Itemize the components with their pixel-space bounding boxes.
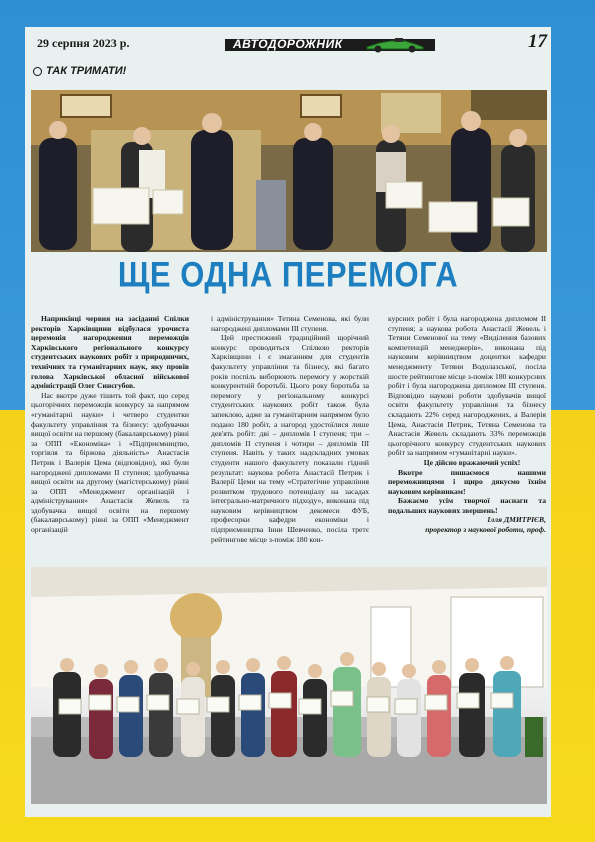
race-car-icon (365, 35, 425, 53)
article-column-3 (388, 314, 546, 535)
masthead-title: АВТОДОРОЖНИК (233, 37, 343, 51)
award-ceremony-photo (31, 90, 547, 252)
article-column-2 (211, 314, 369, 544)
group-winners-photo (31, 567, 547, 804)
page-number: 17 (528, 31, 547, 52)
award-ceremony-illustration (31, 90, 547, 252)
article-paragraph: і адміністрування» Тетяна Семенова, які були нагороджені дипломами ІІІ ступеня. (211, 314, 369, 333)
circle-bullet-icon (33, 67, 42, 76)
article-paragraph: Нас вкотре дуже тішить той факт, що серед цьогорічних переможців конкурсу за напрямом «гуманітарні науки» і четверо студентки факультету управління та бізнесу: здобувачки вищої освіти на першому (бакалаврському) рівні за ОПП «Економіка» і «Підприємництво, торгівля та біржова діяльність» Анастасія Петрик і Валерія Цема (відповідно), які були нагороджені дипломами ІІ ступеня; здобувачка вищої освіти на другому (магістерському) рівні за ОПП «Менеджмент організацій і адміністрування» Анастасія Жевель та здобувачка вищої освіти на першому (бакалаврському) рівні за ОПП «Менеджмент організацій (31, 390, 189, 535)
article-paragraph: Цей престижний традиційний щорічний конкурс проводиться Спілкою ректорів Харківщини і є змаганням для студентів факультету управління та бізнесу, які багато років поспіль виборюють перемогу у жорсткій конкурентній боротьбі. Цього року боротьба за перемогу у регіональному конкурсі студентських наукових робіт також була запеклою, адже за гуманітарним напрямом було подано 180 робіт, а нагород удостоїлися лише дев'ять робіт: дві – дипломів І ступеня; три – дипломів ІІ ступеня і чотири – дипломів ІІІ ступеня. Навіть у таких надскладних умовах студенти нашого факультету показали гідний результат: наукова робота Анастасії Петрик і Валерії Цеми на тему «Стратегічне управління розвитком трудового потенціалу на засадах інтегрально-матричного підходу», виконана під науковим керівництвом декомеси ФУБ, професорки кафедри економіки і підприємництва Інни Шевченко, посіла третє рейтингове місце з-поміж 180 кон- (211, 333, 369, 544)
article-lead-paragraph: Наприкінці червня на засіданні Спілки ректорів Харківщини відбулася урочиста церемонія нагородження переможців Харківського регіонального конкурсу студентських наукових робіт з природничих, технічних та гуманітарних наук, яку провів голова Харківської обласної військової адміністрації Олег Синєгубов. (31, 314, 189, 391)
page-header (25, 27, 551, 61)
article-exclamation: Це дійсно вражаючий успіх! (423, 457, 521, 467)
article-wishes: Бажаємо усім творчої наснаги та подальших наукових звершень! (388, 496, 546, 515)
masthead-bar (225, 39, 435, 51)
newspaper-page (25, 27, 551, 817)
article-paragraph: курсних робіт і була нагороджена дипломом ІІ ступеня; а наукова робота Анастасії Жевель і Тетяни Семенової на тему «Виділення базових компетенцій менеджерів», виконана під науковим керівництвом доцентки кафедри менеджменту Тетяни Водолазської, посіла шосте рейтингове місце з-поміж 180 конкурсних робіт і була нагороджена дипломом ІІІ ступеня. Відповідно наукові роботи здобувачів вищої освіти факультету управління та бізнесу складають 22% серед нагороджених, а Валерія Цема, Анастасія Петрик, Тетяна Семенова та Анастасія Жевель складають 33% переможців цьогорічного конкурсу студентських наукових робіт за напрямом «гуманітарні науки». (388, 314, 546, 458)
article-thanks: Вкотре пишаємося нашими переможницями і щиро дякуємо їхнім науковим керівникам! (388, 467, 546, 496)
issue-date: 29 серпня 2023 р. (37, 36, 130, 50)
section-title: ТАК ТРИМАТИ! (46, 65, 127, 77)
author-role: проректор з наукової роботи, проф. (425, 525, 546, 535)
group-photo-illustration (31, 567, 547, 804)
section-label (33, 65, 126, 77)
author-name: Ілля ДМИТРІЄВ, (487, 515, 546, 525)
article-headline: ЩЕ ОДНА ПЕРЕМОГА (117, 254, 459, 295)
article-column-1 (31, 314, 189, 535)
